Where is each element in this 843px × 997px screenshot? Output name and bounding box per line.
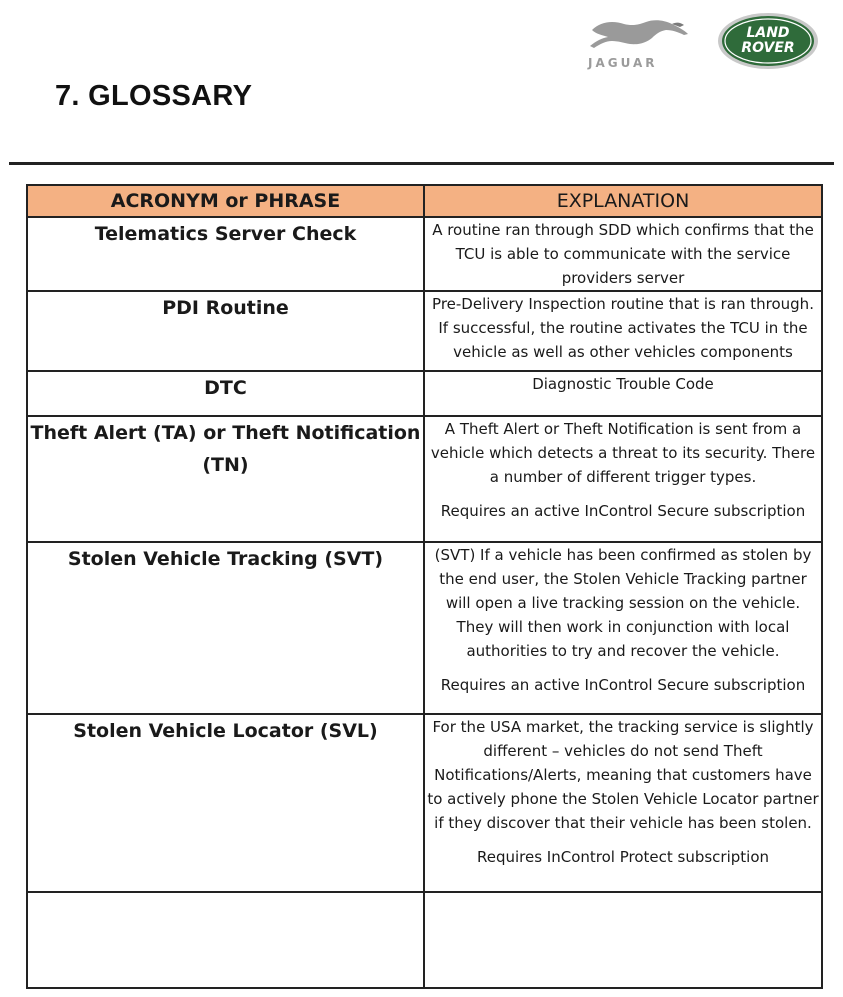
land-rover-wordmark <box>717 12 819 70</box>
row-term: Stolen Vehicle Tracking (SVT) <box>27 542 424 714</box>
jaguar-wordmark: JAGUAR <box>588 56 658 70</box>
column-header-acronym: ACRONYM or PHRASE <box>27 185 424 217</box>
page-title: 7. GLOSSARY <box>55 80 253 112</box>
row-explanation <box>424 291 822 371</box>
explanation-text: Pre-Delivery Inspection routine that is ran through. If successful, the routine activates the TCU in the vehicle as well as other vehicles components <box>432 295 814 361</box>
explanation-text: A Theft Alert or Theft Notification is sent from a vehicle which detects a threat to its security. There a number of different trigger types. <box>430 420 816 486</box>
explanation-text: A routine ran through SDD which confirms that the TCU is able to communicate with the service providers server <box>432 221 814 287</box>
row-term: Telematics Server Check <box>27 217 424 291</box>
land-rover-word-2: ROVER <box>741 40 795 56</box>
land-rover-logo <box>717 12 819 70</box>
row-explanation <box>424 217 822 291</box>
row-explanation <box>424 892 822 988</box>
row-term: DTC <box>27 371 424 416</box>
column-header-explanation: EXPLANATION <box>424 185 822 217</box>
table-row <box>27 542 822 714</box>
glossary-table <box>26 184 823 989</box>
explanation-text: (SVT) If a vehicle has been confirmed as stolen by the end user, the Stolen Vehicle Tracking partner will open a live tracking session on the vehicle. They will then work in conjunction with local authorities to try and recover the vehicle. <box>434 546 812 660</box>
row-term: Stolen Vehicle Locator (SVL) <box>27 714 424 892</box>
jaguar-logo <box>580 16 692 76</box>
subscription-note: Requires an active InControl Secure subscription <box>440 676 806 694</box>
row-explanation <box>424 416 822 542</box>
row-term: Theft Alert (TA) or Theft Notification (TN) <box>27 416 424 542</box>
title-divider <box>9 162 834 165</box>
table-row <box>27 291 822 371</box>
row-explanation <box>424 542 822 714</box>
subscription-note: Requires InControl Protect subscription <box>476 848 770 866</box>
table-row <box>27 371 822 416</box>
row-explanation <box>424 371 822 416</box>
land-rover-word-1: LAND <box>746 25 790 41</box>
row-term <box>27 892 424 988</box>
row-term: PDI Routine <box>27 291 424 371</box>
brand-logos <box>580 12 830 72</box>
explanation-text: For the USA market, the tracking service is slightly different – vehicles do not send Theft Notifications/Alerts, meaning that customers have to actively phone the Stolen Vehicle Locator partner if they discover that their vehicle has been stolen. <box>427 718 819 832</box>
table-header-row <box>27 185 822 217</box>
subscription-note: Requires an active InControl Secure subscription <box>440 502 806 520</box>
explanation-text: Diagnostic Trouble Code <box>532 375 714 393</box>
jaguar-leaper-icon <box>580 16 692 56</box>
table-row <box>27 217 822 291</box>
table-row <box>27 416 822 542</box>
row-explanation <box>424 714 822 892</box>
table-row <box>27 714 822 892</box>
table-row <box>27 892 822 988</box>
